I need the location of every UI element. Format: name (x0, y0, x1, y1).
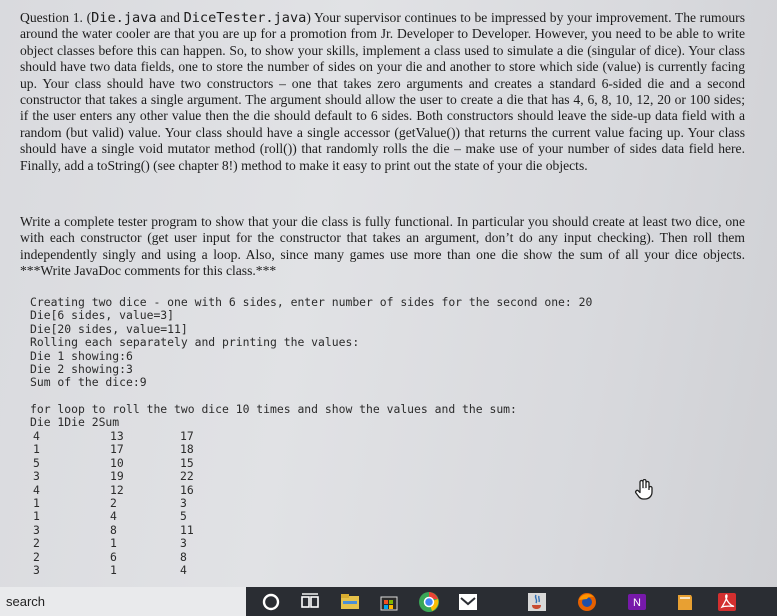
taskbar-search-box[interactable] (0, 587, 246, 616)
sum-value: 16 (180, 482, 194, 497)
firefox-icon[interactable] (576, 591, 598, 613)
die1-value: 5 (33, 455, 40, 470)
loop-output-header (30, 403, 517, 430)
die2-column (110, 430, 130, 577)
die1-value: 1 (33, 495, 40, 510)
output-line: Sum of the dice:9 (30, 375, 147, 390)
die2-value: 10 (110, 455, 124, 470)
die1-value: 1 (33, 509, 40, 524)
die1-column (33, 430, 53, 577)
die2-value: 19 (110, 469, 124, 484)
die1-value: 2 (33, 549, 40, 564)
output-line: Die[20 sides, value=11] (30, 321, 188, 336)
sum-value: 15 (180, 455, 194, 470)
onenote-icon[interactable] (626, 591, 648, 613)
output-line: Die 1Die 2Sum (30, 415, 120, 430)
cortana-icon[interactable] (260, 591, 282, 613)
svg-text:N: N (633, 597, 641, 609)
question-text-segment: and (156, 10, 184, 25)
search-label: search (6, 594, 46, 609)
die2-value: 2 (110, 495, 117, 510)
filename-text: DiceTester.java (183, 10, 307, 26)
output-line: Die 1 showing:6 (30, 348, 133, 363)
die2-value: 13 (110, 429, 124, 443)
die1-value: 3 (33, 522, 40, 537)
question-text-segment: ) Your supervisor continues to be impressed by your improvement. The rumours around the water cooler are that you are up for a promotion from Jr. Developer to Developer. However, you need to be able to write object classes before this can happen. So, to show your skills, implement a class used to simulate a die (singular of dice). Your class should have two data fields, one to store the number of sides on your die and another to store which side (value) is currently facing up. Your class should have two constructors – one that takes zero arguments and creates a standard 6-sided die and a second constructor that takes a single argument. The argument should allow the user to create a die that has 4, 6, 8, 10, 12, 20 or 100 sides; if the user enters any other value then the die should default to 6 sides. Both constructors should leave the side-up data field with a random (but valid) value. Your class should have a single accessor (getValue()) that returns the current value facing up. Your class should have a single void mutator method (roll()) that randomly rolls the die – make use of your number of sides data field here. Finally, add a toString() (see chapter 8!) method to make it easy to print out the state of your die objects. (20, 10, 745, 173)
file-explorer-icon[interactable] (339, 591, 361, 613)
output-line: Die[6 sides, value=3] (30, 308, 175, 323)
output-line: Die 2 showing:3 (30, 362, 133, 377)
die2-value: 1 (110, 536, 117, 551)
question-text-segment: Question 1. ( (20, 10, 92, 25)
output-line: for loop to roll the two dice 10 times and show the values and the sum: (30, 402, 517, 416)
task-view-icon[interactable] (299, 591, 321, 613)
die1-value: 4 (33, 429, 40, 443)
chrome-icon[interactable] (418, 591, 440, 613)
die1-value: 2 (33, 536, 40, 551)
tester-instructions-paragraph: Write a complete tester program to show that your die class is fully functional. In particular you should create at least two dice, one with each constructor (get user input for the constructor that takes an argument, don’t do any input checking). Then roll them independently singly and using a loop. Also, since many games use more than one die show the sum of all your dice objects. ***Write JavaDoc comments for this class.*** (20, 214, 745, 279)
store-icon[interactable] (378, 591, 400, 613)
die2-value: 1 (110, 562, 117, 577)
output-line: Rolling each separately and printing the values: (30, 335, 360, 350)
sum-value: 18 (180, 442, 194, 457)
question-1-paragraph (20, 10, 745, 174)
die2-value: 4 (110, 509, 117, 524)
sum-value: 3 (180, 536, 187, 551)
acrobat-icon[interactable] (716, 591, 738, 613)
die2-value: 8 (110, 522, 117, 537)
sum-column (180, 430, 200, 577)
onenote-notebook-icon[interactable] (674, 591, 696, 613)
sum-value: 11 (180, 522, 194, 537)
taskbar (0, 587, 777, 616)
die1-value: 1 (33, 442, 40, 457)
mail-icon[interactable] (457, 591, 479, 613)
die1-value: 3 (33, 469, 40, 484)
sample-output-block (30, 296, 592, 390)
sum-value: 5 (180, 509, 187, 524)
hand-cursor-icon (634, 479, 654, 501)
sum-value: 22 (180, 469, 194, 484)
java-icon[interactable] (526, 591, 548, 613)
die2-value: 6 (110, 549, 117, 564)
sum-value: 4 (180, 562, 187, 577)
sum-value: 3 (180, 495, 187, 510)
sum-value: 17 (180, 429, 194, 443)
die1-value: 4 (33, 482, 40, 497)
die2-value: 17 (110, 442, 124, 457)
sum-value: 8 (180, 549, 187, 564)
output-line: Creating two dice - one with 6 sides, enter number of sides for the second one: 20 (30, 295, 593, 309)
die1-value: 3 (33, 562, 40, 577)
die2-value: 12 (110, 482, 124, 497)
filename-text: Die.java (91, 10, 157, 26)
